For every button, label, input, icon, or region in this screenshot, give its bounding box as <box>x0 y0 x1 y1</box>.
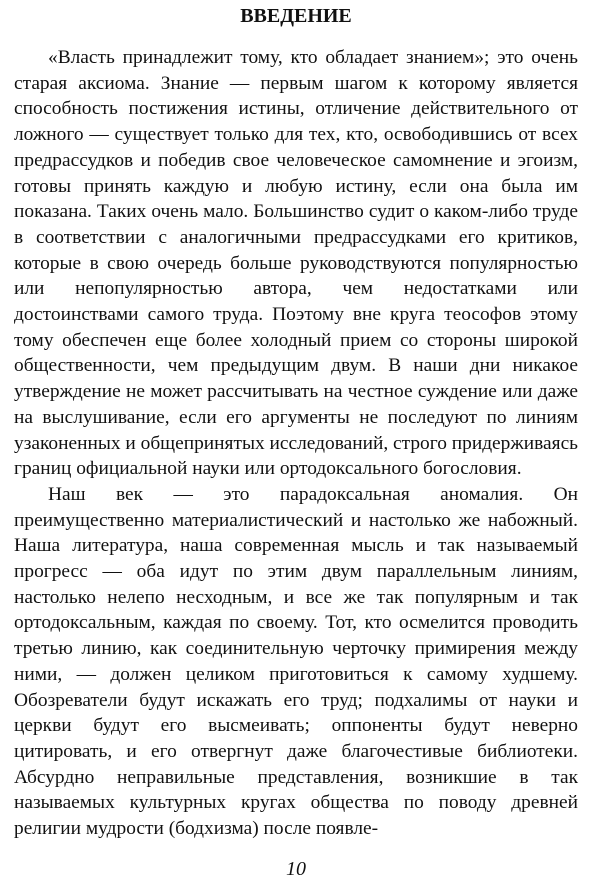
page-number: 10 <box>286 858 306 880</box>
section-heading: ВВЕДЕНИЕ <box>240 5 352 27</box>
paragraph-2: Наш век — это парадоксальная аномалия. Он преимущественно материалистический и настолько же набожный. Наша литература, наша современная мысль и так называемый прогресс — оба идут по этим двум параллельным линиям, настолько нелепо несходным, и все же так популярным и так ортодоксальным, каждая по своему. Тот, кто осмелится проводить третью линию, как соединительную черточку примирения между ними, — должен целиком приготовиться к самому худшему. Обозреватели будут искажать его труд; подхалимы от науки и церкви будут его высмеивать; оппоненты будут неверно цитировать, и его отвергнут даже благочестивые библиотеки. Абсурдно неправильные представления, возникшие в так называемых культурных кругах общества по поводу древней религии мудрости (бодхизма) после появле- <box>14 483 578 840</box>
paragraph-1: «Власть принадлежит тому, кто обладает знанием»; это очень старая аксиома. Знание — первым шагом к которому является способность постижения истины, отличение действительного от ложного — существует только для тех, кто, освободившись от всех предрассудков и победив свое человеческое самомнение и эгоизм, готовы принять каждую и любую истину, если она была им показана. Таких очень мало. Большинство судит о каком-либо труде в соответствии с аналогичными предрассудками его критиков, которые в свою очередь больше руководствуются популярностью или непопулярностью автора, чем недостатками или достоинствами самого труда. Поэтому вне круга теософов этому тому обеспечен еще более холодный прием со стороны широкой общественности, чем предыдущим двум. В наши дни никакое утверждение не может рассчитывать на честное суждение или даже на выслушивание, если его аргументы не последуют по линиям узаконенных и общепринятых исследований, строго придерживаясь границ официальной науки или ортодоксального богословия. <box>14 47 579 480</box>
